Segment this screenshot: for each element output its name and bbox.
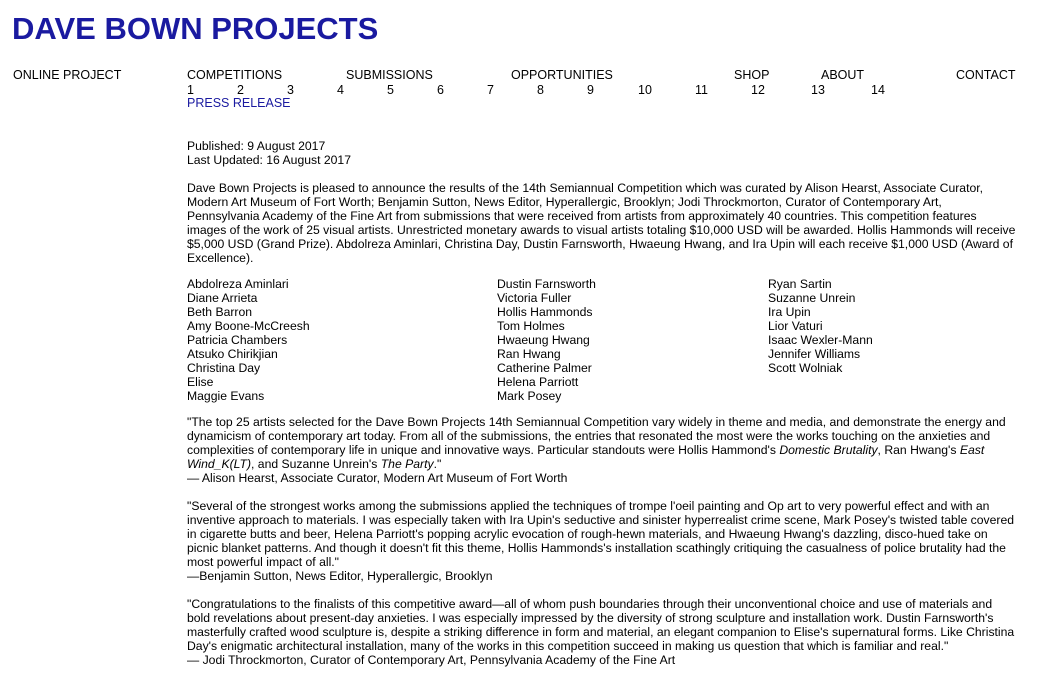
quote-text-part: , and Suzanne Unrein's [251, 457, 381, 471]
artwork-title: The Party [380, 457, 434, 471]
artist-name: Patricia Chambers [187, 333, 288, 347]
publication-dates [187, 139, 1017, 167]
curator-quote-hearst [187, 415, 1017, 485]
quote-attribution: — Alison Hearst, Associate Curator, Modern Art Museum of Fort Worth [187, 471, 568, 485]
quote-text-part: "The top 25 artists selected for the Dave Bown Projects 14th Semiannual Competition vary widely in theme and media, and demonstrate the energy and dynamicism of contemporary art today. From all of the submissions, the entries that resonated the most were the works touching on the anxieties and complexities of contemporary life in unique and innovative ways. Particular standouts were Hollis Hammond's [187, 415, 1006, 457]
artist-list-column-1 [187, 277, 310, 403]
artist-name: Maggie Evans [187, 389, 265, 403]
competition-link-11[interactable]: 11 [695, 83, 708, 97]
artist-name: Mark Posey [497, 389, 562, 403]
artist-name: Helena Parriott [497, 375, 579, 389]
artist-name: Suzanne Unrein [768, 291, 856, 305]
artist-name: Victoria Fuller [497, 291, 572, 305]
artist-name: Lior Vaturi [768, 319, 823, 333]
artist-list-column-3 [768, 277, 873, 375]
quote-text: "Several of the strongest works among the submissions applied the techniques of trompe l'oeil painting and Op art to very powerful effect and with an inventive approach to materials. I was especially taken with Ira Upin's seductive and sinister hyperrealist crime scene, Mark Posey's twisted table covered in cigarette butts and beer, Helena Parriott's popping acrylic evocation of rough-hewn materials, and Hwaeung Hwang's dazzling, disco-hued take on picnic blanket patterns. And though it doesn't fit this theme, Hollis Hammonds's installation scathingly critiquing the casualness of police brutality had the most powerful impact of all." [187, 499, 1015, 569]
press-release-link[interactable]: PRESS RELEASE [187, 96, 291, 110]
quote-attribution: —Benjamin Sutton, News Editor, Hyperallergic, Brooklyn [187, 569, 493, 583]
curator-quote-throckmorton [187, 597, 1017, 667]
artist-name: Hwaeung Hwang [497, 333, 590, 347]
quote-attribution: — Jodi Throckmorton, Curator of Contemporary Art, Pennsylvania Academy of the Fine Art [187, 653, 676, 667]
artist-name: Ryan Sartin [768, 277, 832, 291]
published-date: Published: 9 August 2017 [187, 139, 326, 153]
artist-list-column-2 [497, 277, 596, 403]
competition-link-3[interactable]: 3 [287, 83, 294, 97]
quote-text: "Congratulations to the finalists of this competitive award—all of whom push boundaries through their unconventional choice and use of materials and bold revelations about present-day anxieties. I was especially impressed by the diversity of strong sculpture and installation work. Dustin Farnsworth's masterfully crafted wood sculpture is, despite a striking difference in form and material, an elegant companion to Elise's supernatural forms. Like Christina Day's enigmatic architectural installation, many of the works in this competition succeed in making us question that which is familiar and real." [187, 597, 1015, 653]
competition-link-8[interactable]: 8 [537, 83, 544, 97]
artist-name: Catherine Palmer [497, 361, 592, 375]
artist-name: Beth Barron [187, 305, 253, 319]
artist-name: Ira Upin [768, 305, 811, 319]
quote-text-part: , Ran Hwang's [877, 443, 960, 457]
nav-about[interactable]: ABOUT [821, 68, 865, 82]
artwork-title: East Wind_K(LT) [187, 443, 985, 471]
artist-name: Diane Arrieta [187, 291, 258, 305]
competition-link-1[interactable]: 1 [187, 83, 194, 97]
competition-link-12[interactable]: 12 [751, 83, 765, 97]
last-updated-date: Last Updated: 16 August 2017 [187, 153, 351, 167]
artist-name: Jennifer Williams [768, 347, 861, 361]
competition-link-5[interactable]: 5 [387, 83, 394, 97]
artwork-title: Domestic Brutality [779, 443, 878, 457]
site-title[interactable]: DAVE BOWN PROJECTS [12, 11, 379, 46]
nav-competitions[interactable]: COMPETITIONS [187, 68, 283, 82]
quote-text-part: ." [433, 457, 442, 471]
quote-text [187, 415, 1017, 471]
competition-link-10[interactable]: 10 [638, 83, 652, 97]
nav-opportunities[interactable]: OPPORTUNITIES [511, 68, 613, 82]
competition-link-14[interactable]: 14 [871, 83, 885, 97]
nav-contact[interactable]: CONTACT [956, 68, 1016, 82]
competition-link-13[interactable]: 13 [811, 83, 825, 97]
competition-link-6[interactable]: 6 [437, 83, 444, 97]
nav-shop[interactable]: SHOP [734, 68, 770, 82]
artist-name: Ran Hwang [497, 347, 561, 361]
competition-link-7[interactable]: 7 [487, 83, 494, 97]
competition-link-2[interactable]: 2 [237, 83, 244, 97]
intro-paragraph: Dave Bown Projects is pleased to announce the results of the 14th Semiannual Competition which was curated by Alison Hearst, Associate Curator, Modern Art Museum of Fort Worth; Benjamin Sutton, News Editor, Hyperallergic, Brooklyn; Jodi Throckmorton, Curator of Contemporary Art, Pennsylvania Academy of the Fine Art from submissions that were received from artists from approximately 40 countries. This competition features images of the work of 25 visual artists. Unrestricted monetary awards to visual artists totaling $10,000 USD will be awarded. Hollis Hammonds will receive $5,000 USD (Grand Prize). Abdolreza Aminlari, Christina Day, Dustin Farnsworth, Hwaeung Hwang, and Ira Upin will each receive $1,000 USD (Award of Excellence). [187, 181, 1016, 265]
artist-name: Elise [187, 375, 214, 389]
artist-name: Isaac Wexler-Mann [768, 333, 873, 347]
artist-name: Amy Boone-McCreesh [187, 319, 310, 333]
artist-name: Scott Wolniak [768, 361, 843, 375]
artist-name: Christina Day [187, 361, 261, 375]
artist-name: Tom Holmes [497, 319, 565, 333]
curator-quote-sutton [187, 499, 1017, 583]
nav-online-project[interactable]: ONLINE PROJECT [13, 68, 122, 82]
artist-name: Abdolreza Aminlari [187, 277, 289, 291]
artist-name: Hollis Hammonds [497, 305, 593, 319]
artist-name: Dustin Farnsworth [497, 277, 596, 291]
competition-link-9[interactable]: 9 [587, 83, 594, 97]
nav-submissions[interactable]: SUBMISSIONS [346, 68, 433, 82]
competition-link-4[interactable]: 4 [337, 83, 344, 97]
artist-name: Atsuko Chirikjian [187, 347, 278, 361]
